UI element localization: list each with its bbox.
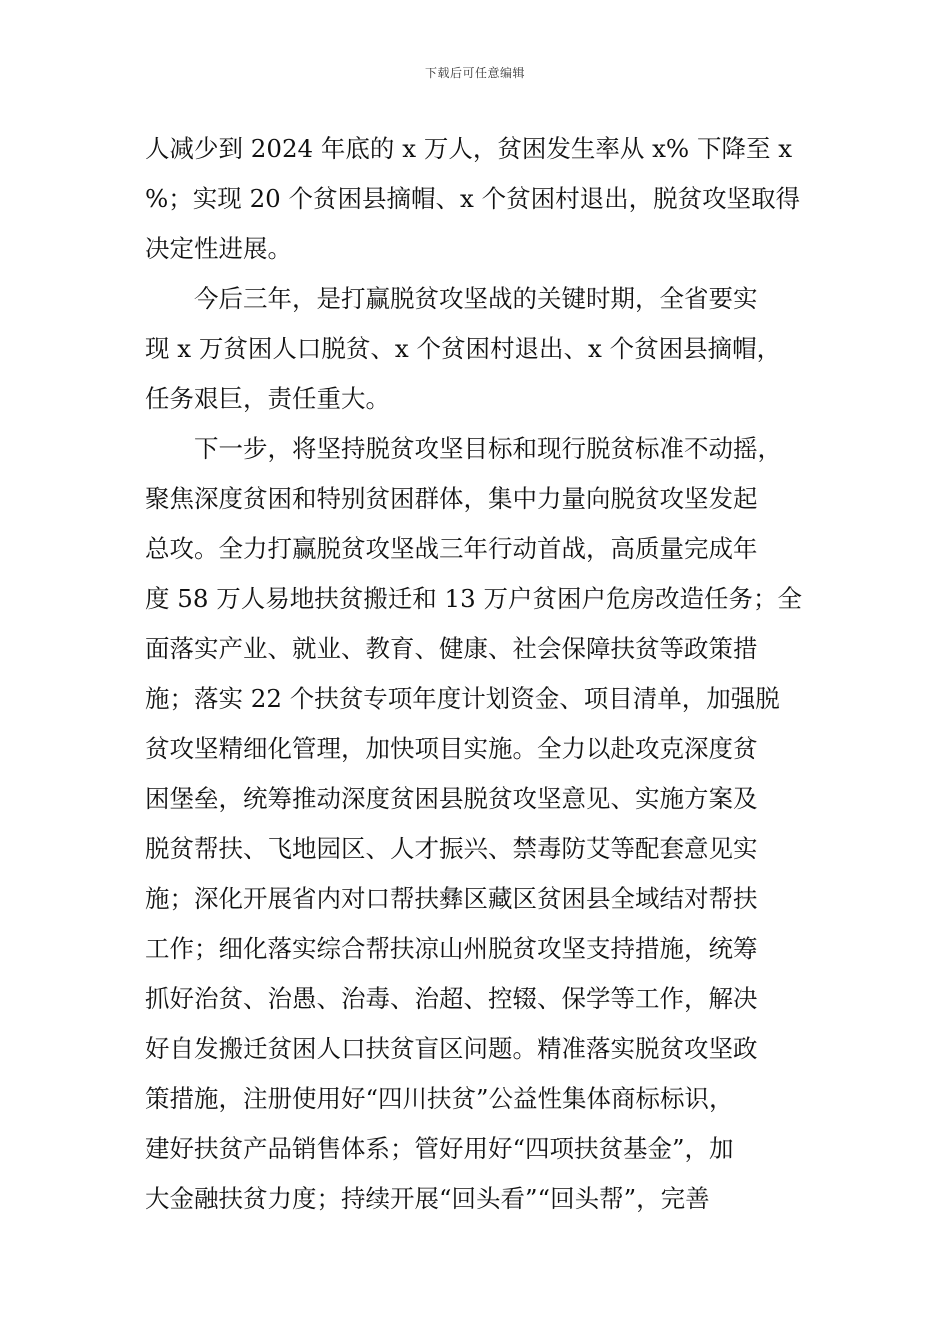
text-line: 面落实产业、就业、教育、健康、社会保障扶贫等政策措 <box>145 634 758 663</box>
text-line: 下一步，将坚持脱贫攻坚目标和现行脱贫标准不动摇， <box>145 434 782 463</box>
text-line: 大金融扶贫力度；持续开展“回头看”“回头帮”，完善 <box>145 1184 710 1213</box>
text-line: 度 58 万人易地扶贫搬迁和 13 万户贫困户危房改造任务；全 <box>145 584 802 613</box>
paragraph-3 <box>145 424 825 1224</box>
text-line: 策措施，注册使用好“四川扶贫”公益性集体商标标识， <box>145 1084 734 1113</box>
text-line: 现 x 万贫困人口脱贫、x 个贫困村退出、x 个贫困县摘帽， <box>145 334 782 363</box>
text-line: 聚焦深度贫困和特别贫困群体，集中力量向脱贫攻坚发起 <box>145 484 758 513</box>
page-header-note: 下载后可任意编辑 <box>424 66 525 80</box>
text-line: 施；深化开展省内对口帮扶彝区藏区贫困县全域结对帮扶 <box>145 884 758 913</box>
text-line: 脱贫帮扶、飞地园区、人才振兴、禁毒防艾等配套意见实 <box>145 834 758 863</box>
paragraph-1 <box>145 124 825 274</box>
text-line: 建好扶贫产品销售体系；管好用好“四项扶贫基金”，加 <box>145 1134 734 1163</box>
text-line: 贫攻坚精细化管理，加快项目实施。全力以赴攻克深度贫 <box>145 734 758 763</box>
text-line: 人减少到 2024 年底的 x 万人，贫困发生率从 x% 下降至 x <box>145 134 793 163</box>
paragraph-2 <box>145 274 825 424</box>
text-line: %；实现 20 个贫困县摘帽、x 个贫困村退出，脱贫攻坚取得 <box>145 184 801 213</box>
text-line: 好自发搬迁贫困人口扶贫盲区问题。精准落实脱贫攻坚政 <box>145 1034 758 1063</box>
text-line: 工作；细化落实综合帮扶凉山州脱贫攻坚支持措施，统筹 <box>145 934 758 963</box>
text-line: 施；落实 22 个扶贫专项年度计划资金、项目清单，加强脱 <box>145 684 780 713</box>
text-line: 今后三年，是打赢脱贫攻坚战的关键时期，全省要实 <box>145 284 758 313</box>
text-line: 任务艰巨，责任重大。 <box>145 384 390 413</box>
document-body <box>145 124 825 1224</box>
text-line: 抓好治贫、治愚、治毒、治超、控辍、保学等工作，解决 <box>145 984 758 1013</box>
text-line: 困堡垒，统筹推动深度贫困县脱贫攻坚意见、实施方案及 <box>145 784 758 813</box>
text-line: 决定性进展。 <box>145 234 292 263</box>
text-line: 总攻。全力打赢脱贫攻坚战三年行动首战，高质量完成年 <box>145 534 758 563</box>
